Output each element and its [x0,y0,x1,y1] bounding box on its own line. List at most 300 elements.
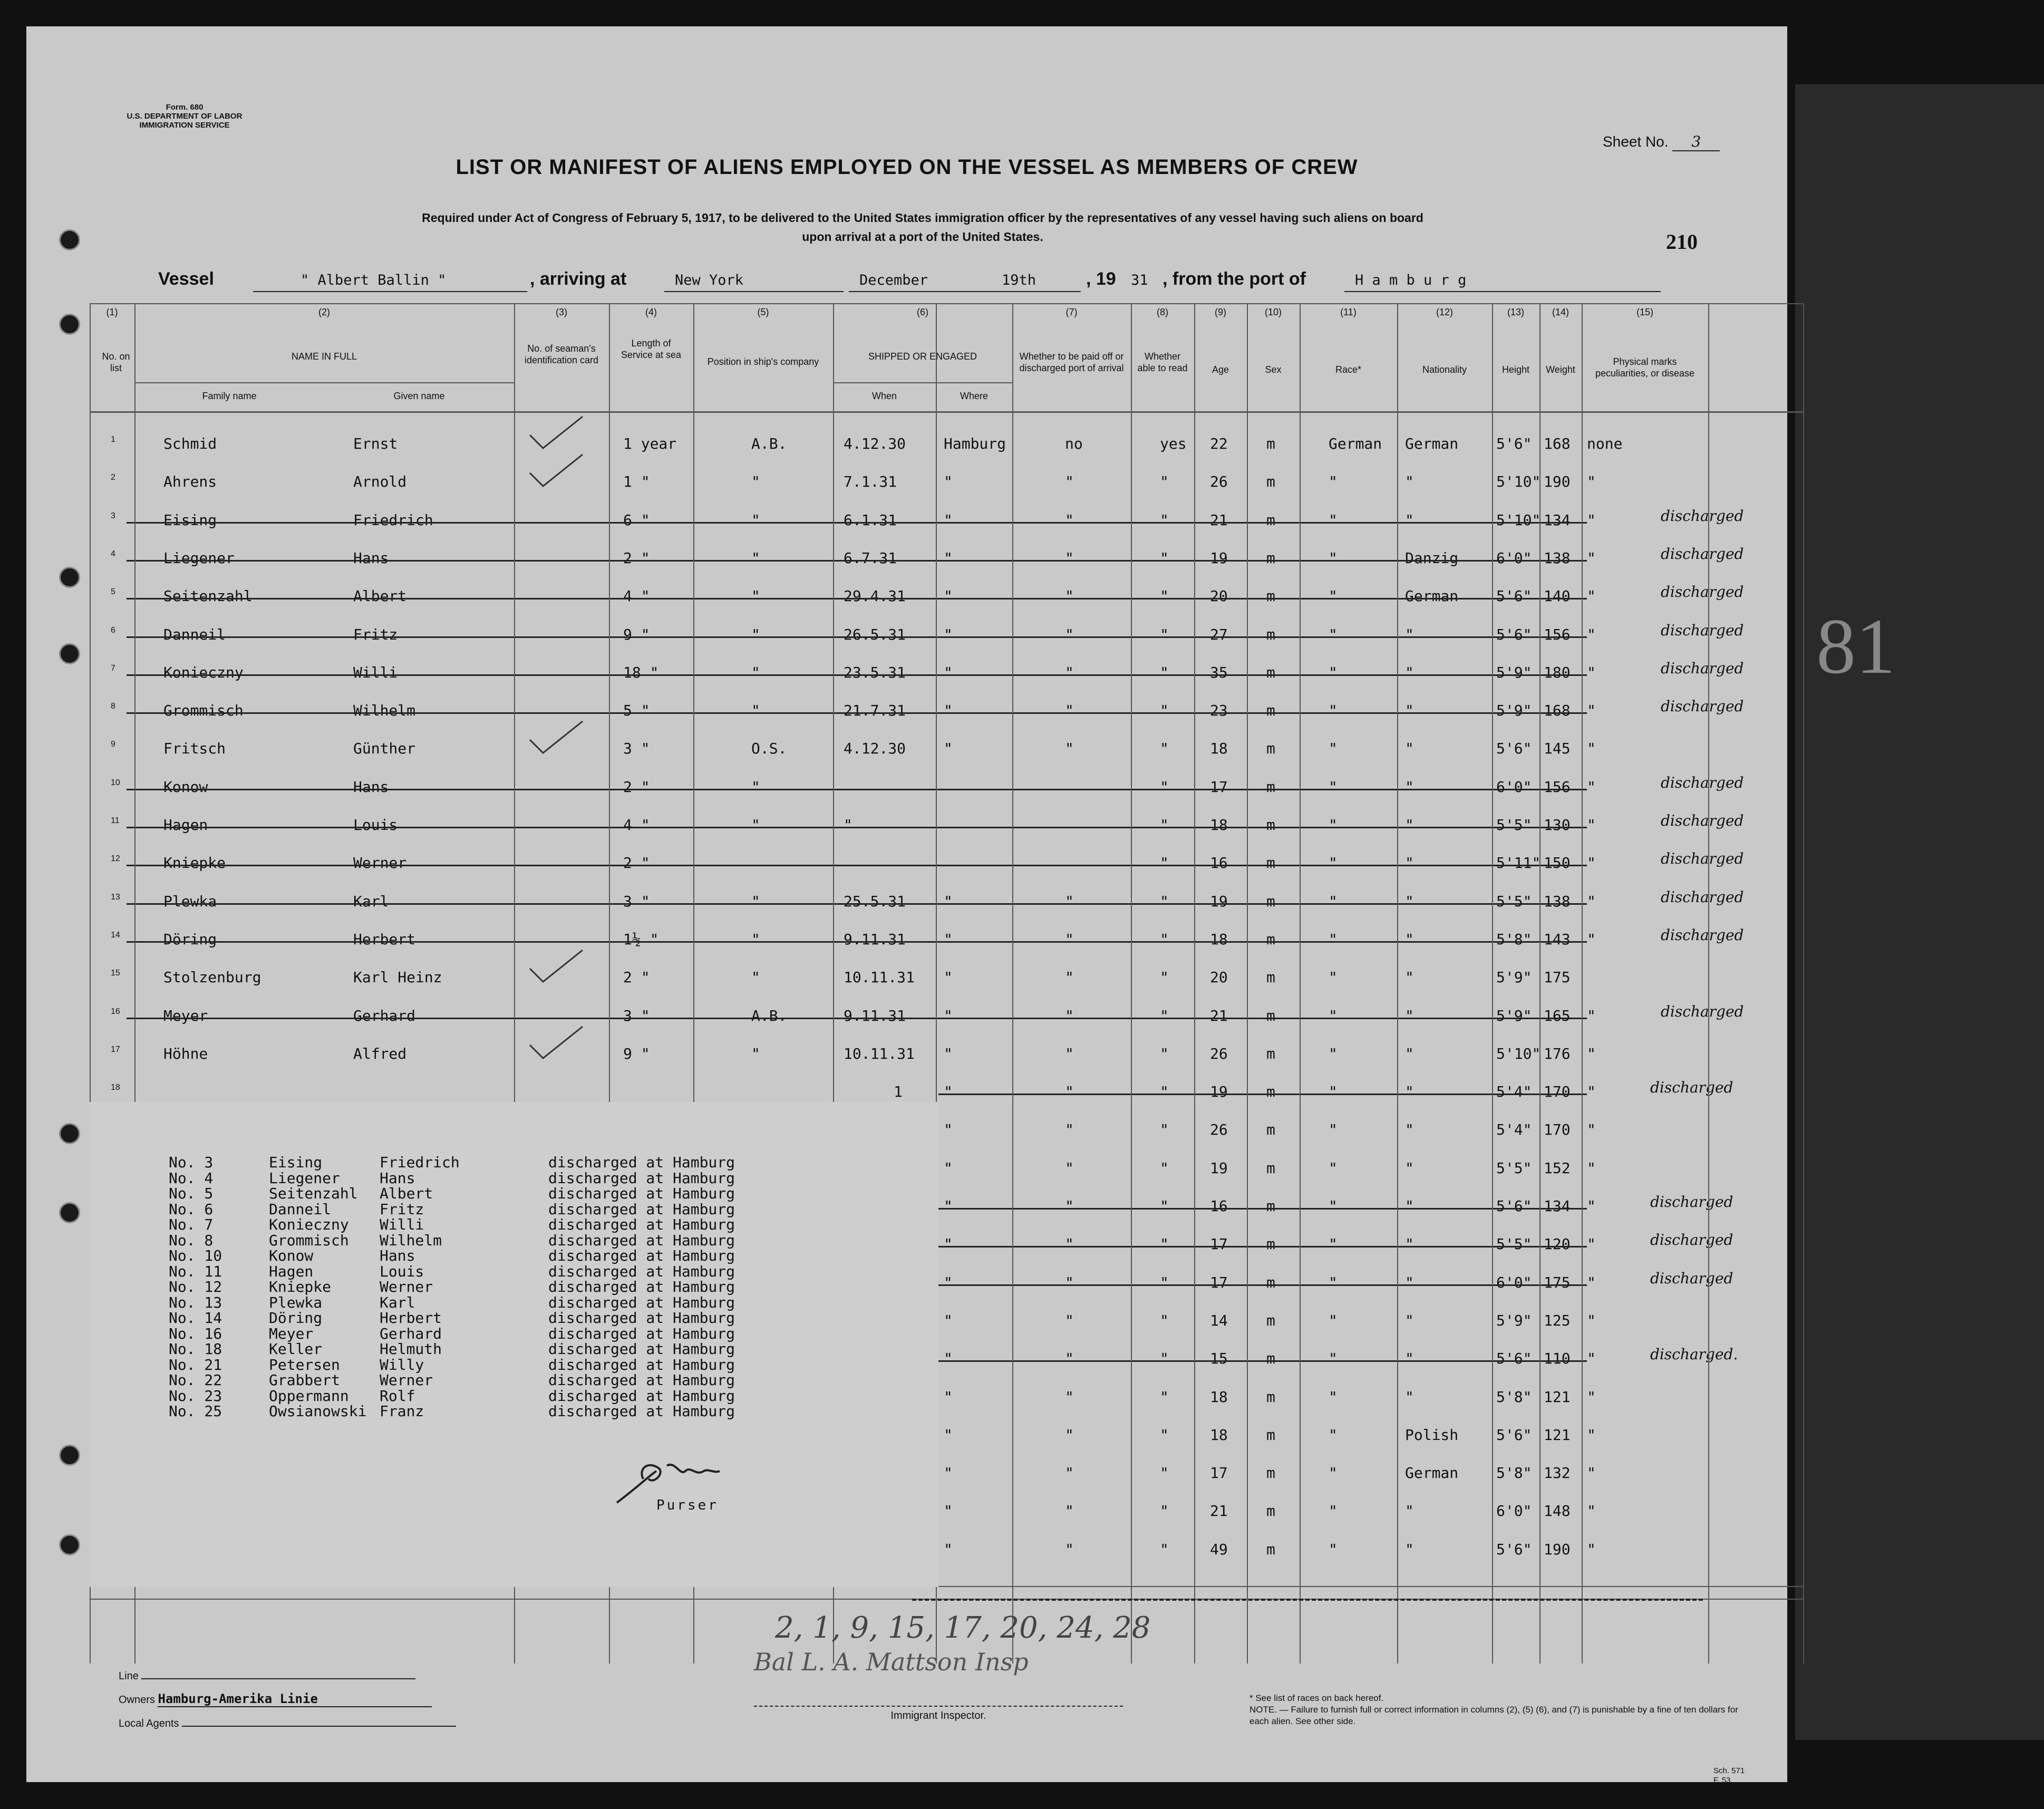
nationality-cell: German [1405,587,1459,605]
height-cell: 6'0" [1496,1273,1532,1291]
col-7-num: (7) [1065,307,1078,317]
height-cell: 5'6" [1496,435,1532,452]
discharge-status: discharged at Hamburg [548,1402,735,1420]
col-14-label: Weight [1546,364,1575,375]
able-to-read-cell: " [1160,930,1169,948]
paid-off-cell: " [1065,1311,1074,1329]
discharge-given-name: Rolf [380,1387,415,1405]
sex-cell: m [1266,587,1275,605]
page-subtitle [237,208,1608,246]
able-to-read-cell: " [1160,1235,1169,1253]
nationality-cell: German [1405,1464,1459,1482]
row-number: 5 [111,587,115,597]
age-cell: 21 [1210,1007,1228,1024]
race-cell: " [1329,1311,1338,1329]
check-mark-icon [527,1024,585,1061]
shipped-where-cell: " [944,1235,953,1253]
given-name-cell: Arnold [353,473,407,491]
given-name-cell: Willi [353,663,398,681]
weight-cell: 148 [1544,1502,1571,1520]
paid-off-cell: no [1065,435,1083,452]
given-name-cell: Günther [353,740,416,758]
age-cell: 35 [1210,663,1228,681]
discharge-number: No. 8 [169,1231,214,1249]
paid-off-cell: " [1065,1426,1074,1444]
strike-through-line [127,712,1587,714]
col-12-label: Nationality [1422,364,1467,375]
discharge-family-name: Plewka [269,1293,323,1311]
able-to-read-cell: " [1160,1121,1169,1139]
marks-cell: " [1587,1007,1596,1024]
able-to-read-cell: " [1160,1426,1169,1444]
shipped-when-cell: 7.1.31 [844,473,897,491]
table-row [90,773,1803,816]
weight-cell: 156 [1544,625,1571,643]
marks-cell: " [1587,778,1596,796]
discharge-number: No. 18 [169,1340,222,1358]
marks-cell: " [1587,930,1596,948]
height-cell: 5'9" [1496,702,1532,720]
paid-off-cell: " [1065,473,1074,491]
discharge-family-name: Grommisch [269,1231,349,1249]
sex-cell: m [1266,1502,1275,1520]
shipped-when-cell: 26.5.31 [844,625,906,643]
able-to-read-cell: yes [1160,435,1187,452]
family-name-cell: Fritsch [163,740,226,758]
sex-cell: m [1266,663,1275,681]
discharge-family-name: Oppermann [269,1387,349,1405]
race-cell: " [1329,1426,1338,1444]
discharge-status: discharged at Hamburg [548,1231,735,1249]
handwritten-discharged-note: discharged [1661,926,1744,944]
paid-off-cell: " [1065,625,1074,643]
marks-cell: " [1587,1044,1596,1062]
form-identifier [105,103,264,130]
paid-off-cell: " [1065,930,1074,948]
sex-cell: m [1266,1121,1275,1139]
able-to-read-cell: " [1160,625,1169,643]
col-2-num: (2) [318,307,330,317]
table-row [90,583,1803,625]
table-row [90,926,1803,969]
nationality-cell: German [1405,435,1459,452]
binder-hole-icon [59,1445,80,1466]
col-2-label: NAME IN FULL [291,351,357,362]
discharge-given-name: Helmuth [380,1340,442,1358]
from-label: , from the port of [1163,269,1306,289]
strike-through-line [127,941,1587,943]
table-row [90,969,1803,1007]
position-cell: A.B. [751,435,787,452]
discharge-given-name: Werner [380,1371,433,1389]
height-cell: 5'4" [1496,1083,1532,1101]
nationality-cell: " [1405,1311,1414,1329]
age-cell: 19 [1210,892,1228,910]
col-8-label: Whether able to read [1137,351,1188,373]
strike-through-line [127,674,1587,676]
table-row [90,545,1803,587]
discharge-status: discharged at Hamburg [548,1200,735,1218]
race-cell: " [1329,740,1338,758]
footer-note [1249,1692,1756,1727]
col-9-num: (9) [1215,307,1226,317]
sex-cell: m [1266,1235,1275,1253]
marks-cell: " [1587,1159,1596,1177]
col-4-num: (4) [645,307,657,317]
discharge-status: discharged at Hamburg [548,1340,735,1358]
race-cell: " [1329,549,1338,567]
paid-off-cell: " [1065,702,1074,720]
col-5-label: Position in ship's company [707,356,819,367]
shipped-where-cell: " [944,511,953,529]
discharge-status: discharged at Hamburg [548,1387,735,1405]
height-cell: 5'5" [1496,892,1532,910]
given-name-cell: Karl Heinz [353,969,442,986]
table-row [90,1002,1803,1045]
sex-cell: m [1266,1540,1275,1558]
height-cell: 6'0" [1496,778,1532,796]
given-name-cell: Wilhelm [353,702,416,720]
col-13-label: Height [1501,364,1530,375]
strike-through-line [127,598,1587,599]
race-cell: " [1329,930,1338,948]
service-cell: 18 " [623,663,659,681]
weight-cell: 168 [1544,435,1571,452]
sex-cell: m [1266,435,1275,452]
marks-cell: " [1587,625,1596,643]
race-cell: German [1329,435,1382,452]
shipped-when-cell: 4.12.30 [844,435,906,452]
arrival-day: 19th [1002,272,1036,288]
row-number: 16 [111,1007,120,1016]
shipped-where-cell: " [944,625,953,643]
able-to-read-cell: " [1160,1464,1169,1482]
able-to-read-cell: " [1160,892,1169,910]
discharge-number: No. 22 [169,1371,222,1389]
able-to-read-cell: " [1160,778,1169,796]
col-3-label: No. of seaman's identification card [524,343,599,365]
table-row [90,473,1803,511]
marks-cell: " [1587,1121,1596,1139]
height-cell: 5'10" [1496,1044,1541,1062]
marks-cell: " [1587,549,1596,567]
able-to-read-cell: " [1160,1007,1169,1024]
discharge-given-name: Herbert [380,1309,442,1327]
able-to-read-cell: " [1160,816,1169,834]
row-number: 7 [111,663,115,673]
service-cell: 1 year [623,435,677,452]
agents-label: Local Agents [119,1718,179,1729]
position-cell: " [751,969,760,986]
height-cell: 6'0" [1496,1502,1532,1520]
race-cell: " [1329,1197,1338,1215]
able-to-read-cell: " [1160,1350,1169,1368]
service-cell: 1½ " [623,930,659,948]
handwritten-discharged-note: discharged [1661,507,1744,525]
sex-cell: m [1266,473,1275,491]
shipped-when-cell: " [844,816,853,834]
handwritten-discharged-note: discharged [1661,773,1744,791]
discharge-family-name: Petersen [269,1356,340,1373]
race-cell: " [1329,511,1338,529]
shipped-where-cell: " [944,1007,953,1024]
marks-cell: " [1587,740,1596,758]
sex-cell: m [1266,511,1275,529]
shipped-where-cell: " [944,1464,953,1482]
nationality-cell: " [1405,816,1414,834]
col-1-label: No. on list [102,351,130,373]
height-cell: 5'6" [1496,740,1532,758]
race-cell: " [1329,702,1338,720]
table-row [90,850,1803,892]
col-11-label: Race* [1335,364,1362,375]
age-cell: 17 [1210,778,1228,796]
handwritten-discharged-note: discharged [1650,1269,1733,1287]
weight-cell: 130 [1544,816,1571,834]
row-number: 15 [111,969,120,978]
weight-cell: 190 [1544,1540,1571,1558]
race-cell: " [1329,473,1338,491]
race-cell: " [1329,625,1338,643]
discharge-status: discharged at Hamburg [548,1154,735,1171]
age-cell: 17 [1210,1273,1228,1291]
table-row [90,621,1803,664]
col-6-where: Where [960,391,988,401]
age-cell: 15 [1210,1350,1228,1368]
sex-cell: m [1266,930,1275,948]
age-cell: 18 [1210,1388,1228,1406]
marks-cell: " [1587,1235,1596,1253]
age-cell: 16 [1210,854,1228,872]
year-suffix: 31 [1131,272,1148,288]
given-name-cell: Louis [353,816,398,834]
handwritten-discharged-note: discharged [1650,1231,1733,1249]
height-cell: 5'5" [1496,816,1532,834]
discharge-status: discharged at Hamburg [548,1309,735,1327]
age-cell: 17 [1210,1464,1228,1482]
race-cell: " [1329,1235,1338,1253]
row-number: 18 [111,1083,120,1092]
weight-cell: 165 [1544,1007,1571,1024]
binder-hole-icon [59,567,80,588]
paid-off-cell: " [1065,1350,1074,1368]
marks-cell: " [1587,1083,1596,1101]
discharge-number: No. 16 [169,1324,222,1342]
paid-off-cell: " [1065,740,1074,758]
paid-off-cell: " [1065,511,1074,529]
nationality-cell: " [1405,1197,1414,1215]
departure-port: H a m b u r g [1355,272,1467,288]
row-number: 12 [111,854,120,864]
discharge-family-name: Owsianowski [269,1402,367,1420]
discharge-family-name: Liegener [269,1169,340,1187]
position-cell: " [751,816,760,834]
table-row [90,1045,1803,1083]
weight-cell: 138 [1544,549,1571,567]
nationality-cell: " [1405,1388,1414,1406]
row-number: 4 [111,549,115,558]
marks-cell: none [1587,435,1623,452]
family-name-cell: Schmid [163,435,217,452]
nationality-cell: " [1405,1540,1414,1558]
weight-cell: 134 [1544,1197,1571,1215]
table-row [90,659,1803,702]
height-cell: 5'4" [1496,1121,1532,1139]
service-cell: 9 " [623,625,650,643]
age-cell: 19 [1210,1083,1228,1101]
height-cell: 5'9" [1496,1007,1532,1024]
able-to-read-cell: " [1160,511,1169,529]
weight-cell: 150 [1544,854,1571,872]
paid-off-cell: " [1065,1235,1074,1253]
discharge-family-name: Konieczny [269,1216,349,1233]
given-name-cell: Werner [353,854,407,872]
shipped-where-cell: " [944,473,953,491]
family-name-cell: Eising [163,511,217,529]
agents-field [119,1718,456,1730]
shipped-when-cell: 29.4.31 [844,587,906,605]
marks-cell: " [1587,1540,1596,1558]
able-to-read-cell: " [1160,1083,1169,1101]
owners-field [119,1691,432,1707]
discharge-family-name: Döring [269,1309,323,1327]
col-11-num: (11) [1340,307,1357,317]
strike-through-line [127,522,1587,524]
handwritten-discharged-note: discharged. [1650,1346,1738,1363]
shipped-where-cell: " [944,1121,953,1139]
handwritten-discharged-note: discharged [1661,812,1744,829]
race-cell: " [1329,1159,1338,1177]
department-name: U.S. DEPARTMENT OF LABOR [127,112,243,121]
strike-through-line [938,1284,1587,1286]
shipped-when-cell: 4.12.30 [844,740,906,758]
age-cell: 16 [1210,1197,1228,1215]
family-name-cell: Grommisch [163,702,244,720]
discharge-status: discharged at Hamburg [548,1371,735,1389]
given-name-cell: Fritz [353,625,398,643]
row-number: 3 [111,511,115,520]
col-6-num: (6) [917,307,928,317]
height-cell: 5'8" [1496,1464,1532,1482]
discharge-status: discharged at Hamburg [548,1324,735,1342]
col-6-when: When [871,391,897,401]
family-name-cell: Hagen [163,816,208,834]
age-cell: 26 [1210,1044,1228,1062]
discharge-given-name: Louis [380,1262,424,1280]
height-cell: 5'6" [1496,1350,1532,1368]
row-number: 9 [111,740,115,749]
line-field [119,1670,415,1682]
discharge-family-name: Keller [269,1340,323,1358]
race-cell: " [1329,1121,1338,1139]
owners-value: Hamburg-Amerika Linie [158,1691,432,1707]
service-cell: 2 " [623,549,650,567]
age-cell: 49 [1210,1540,1228,1558]
race-cell: " [1329,587,1338,605]
strike-through-line [127,560,1587,562]
discharge-status: discharged at Hamburg [548,1216,735,1233]
paid-off-cell: " [1065,1502,1074,1520]
nationality-cell: " [1405,473,1414,491]
inspector-field [754,1706,1123,1722]
age-cell: 21 [1210,1502,1228,1520]
sex-cell: m [1266,549,1275,567]
arrival-port: New York [675,272,744,288]
height-cell: 5'10" [1496,473,1541,491]
paid-off-cell: " [1065,1044,1074,1062]
discharge-number: No. 12 [169,1278,222,1295]
weight-cell: 138 [1544,892,1571,910]
marks-cell: " [1587,1426,1596,1444]
shipped-where-cell: " [944,702,953,720]
strike-through-line [127,636,1587,638]
height-cell: 5'8" [1496,1388,1532,1406]
marks-cell: " [1587,1197,1596,1215]
age-cell: 19 [1210,549,1228,567]
weight-cell: 168 [1544,702,1571,720]
discharge-family-name: Grabbert [269,1371,340,1389]
position-cell: " [751,549,760,567]
col-10-num: (10) [1264,307,1282,317]
handwritten-discharged-note: discharged [1661,698,1744,715]
sex-cell: m [1266,1197,1275,1215]
discharge-number: No. 14 [169,1309,222,1327]
discharge-family-name: Meyer [269,1324,314,1342]
given-name-cell: Hans [353,549,389,567]
marks-cell: " [1587,1464,1596,1482]
check-mark-icon [527,719,585,756]
table-row [90,812,1803,854]
sex-cell: m [1266,1083,1275,1101]
row-number: 2 [111,473,115,482]
weight-cell: 170 [1544,1121,1571,1139]
shipped-where-cell: " [944,1426,953,1444]
paid-off-cell: " [1065,587,1074,605]
able-to-read-cell: " [1160,1197,1169,1215]
able-to-read-cell: " [1160,1044,1169,1062]
position-cell: " [751,663,760,681]
nationality-cell: " [1405,1044,1414,1062]
age-cell: 17 [1210,1235,1228,1253]
service-cell: 2 " [623,778,650,796]
paid-off-cell: " [1065,1464,1074,1482]
height-cell: 5'6" [1496,587,1532,605]
family-name-cell: Höhne [163,1044,208,1062]
service-cell: 3 " [623,1007,650,1024]
marks-cell: " [1587,702,1596,720]
table-row [90,740,1803,778]
discharge-given-name: Wilhelm [380,1231,442,1249]
strike-through-line [938,1360,1587,1362]
race-cell: " [1329,778,1338,796]
shipped-where-cell: " [944,1044,953,1062]
sheet-label: Sheet No. [1603,133,1669,150]
able-to-read-cell: " [1160,854,1169,872]
handwritten-discharged-note: discharged [1661,545,1744,563]
discharge-number: No. 13 [169,1293,222,1311]
end-of-list-dashed-line [912,1599,1703,1601]
binder-hole-icon [59,643,80,664]
subtitle-line: Required under Act of Congress of February 5, 1917, to be delivered to the United States immigration officer by the representatives of any vessel having such aliens on board [422,211,1423,225]
shipped-when-cell: 6.1.31 [844,511,897,529]
paid-off-cell: " [1065,549,1074,567]
discharge-given-name: Werner [380,1278,433,1295]
row-number: 8 [111,702,115,711]
shipped-where-cell: " [944,740,953,758]
discharge-number: No. 11 [169,1262,222,1280]
arriving-label: , arriving at [530,269,627,289]
discharge-family-name: Eising [269,1154,323,1171]
